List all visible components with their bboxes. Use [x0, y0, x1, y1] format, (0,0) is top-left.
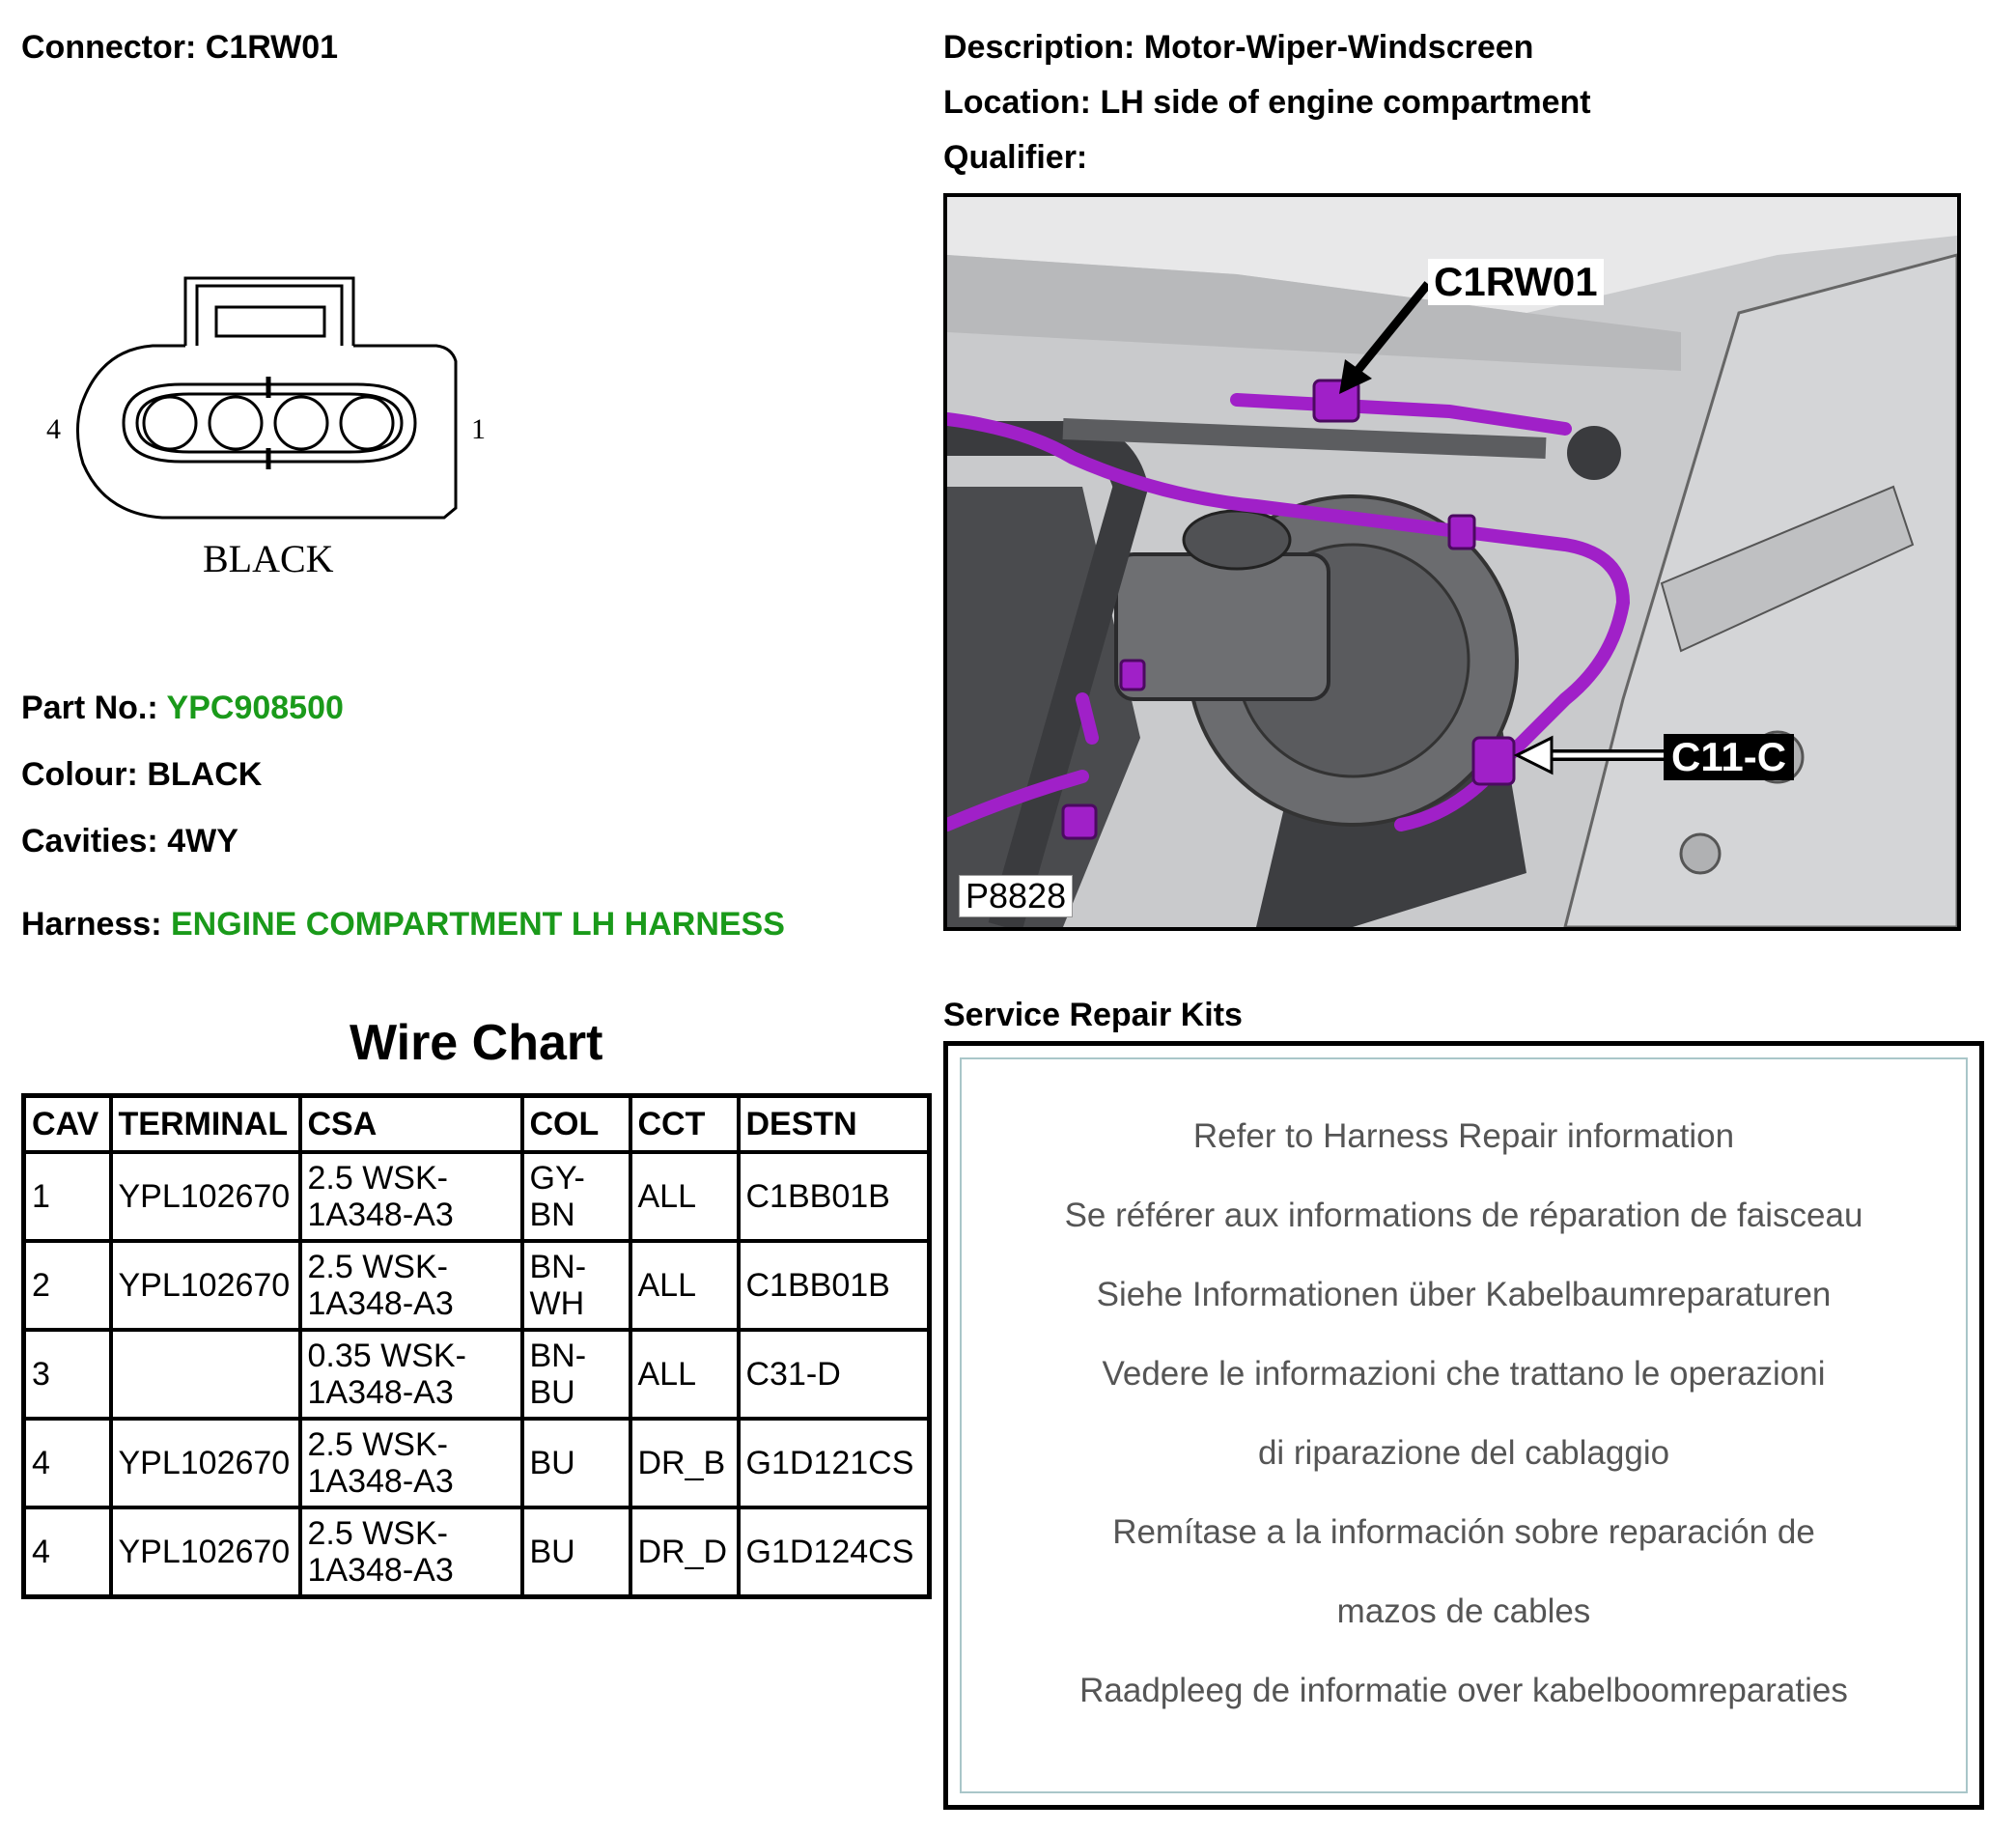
cell-cct: ALL — [630, 1241, 739, 1330]
wire-chart-header-row — [24, 1096, 930, 1153]
connector-face-drawing — [39, 261, 492, 608]
kit-line-it-1: Vedere le informazioni che trattano le operazioni — [1102, 1355, 1826, 1393]
col-line-1: BU — [529, 1445, 575, 1481]
part-no-line — [21, 690, 344, 727]
cell-col — [522, 1152, 630, 1241]
table-row — [24, 1507, 930, 1597]
location-value: LH side of engine compartment — [1100, 84, 1591, 121]
csa-line-2: 1A348-A3 — [307, 1552, 454, 1589]
cell-terminal: YPL102670 — [111, 1241, 300, 1330]
header-col: COL — [522, 1096, 630, 1153]
cell-destn: C1BB01B — [739, 1152, 930, 1241]
cavities-line — [21, 823, 238, 860]
kit-line-it-2: di riparazione del cablaggio — [1257, 1434, 1670, 1472]
description-value: Motor-Wiper-Windscreen — [1143, 29, 1534, 66]
cell-cct: DR_B — [630, 1419, 739, 1507]
csa-line-1: 2.5 WSK- — [307, 1426, 448, 1463]
cell-col — [522, 1419, 630, 1507]
cavities-label: Cavities: — [21, 823, 158, 859]
engine-bay-illustration — [947, 197, 1957, 927]
connector-face-svg — [39, 261, 492, 608]
cell-csa — [300, 1152, 522, 1241]
description-line — [943, 29, 1533, 67]
cavities-value: 4WY — [167, 823, 238, 859]
table-row — [24, 1419, 930, 1507]
csa-line-2: 1A348-A3 — [307, 1463, 454, 1500]
cell-col — [522, 1330, 630, 1419]
kit-line-fr: Se référer aux informations de réparation de faisceau — [1064, 1197, 1863, 1234]
location-photo — [943, 193, 1961, 931]
table-row — [24, 1241, 930, 1330]
photo-reference: P8828 — [959, 875, 1073, 917]
harness-label: Harness: — [21, 906, 162, 943]
kit-line-es-1: Remítase a la información sobre reparación de — [1112, 1513, 1815, 1551]
csa-line-2: 1A348-A3 — [307, 1197, 454, 1233]
harness-value[interactable]: ENGINE COMPARTMENT LH HARNESS — [170, 906, 785, 943]
cell-cct: ALL — [630, 1330, 739, 1419]
csa-line-1: 0.35 WSK- — [307, 1338, 466, 1374]
qualifier-line — [943, 139, 1087, 177]
cell-cct: ALL — [630, 1152, 739, 1241]
cell-terminal: YPL102670 — [111, 1152, 300, 1241]
cell-cct: DR_D — [630, 1507, 739, 1597]
drawing-colour-text: BLACK — [203, 537, 334, 580]
col-line-1: BU — [529, 1534, 575, 1570]
csa-line-2: 1A348-A3 — [307, 1285, 454, 1322]
connector-value: C1RW01 — [205, 29, 339, 66]
cell-col — [522, 1507, 630, 1597]
location-line — [943, 84, 1591, 122]
col-line-2: WH — [529, 1285, 585, 1322]
csa-line-1: 2.5 WSK- — [307, 1249, 448, 1285]
cell-cav: 1 — [24, 1152, 111, 1241]
colour-value: BLACK — [147, 756, 263, 793]
wire-chart-title: Wire Chart — [350, 1015, 603, 1071]
cell-terminal: YPL102670 — [111, 1507, 300, 1597]
cell-cav: 3 — [24, 1330, 111, 1419]
harness-line — [21, 906, 785, 944]
colour-label: Colour: — [21, 756, 138, 793]
table-row — [24, 1152, 930, 1241]
kit-line-de: Siehe Informationen über Kabelbaumreparaturen — [1096, 1276, 1832, 1313]
service-repair-kits-box — [943, 1041, 1984, 1810]
cell-destn: G1D121CS — [739, 1419, 930, 1507]
cell-terminal: YPL102670 — [111, 1419, 300, 1507]
callout-c11-c: C11-C — [1664, 734, 1794, 780]
cell-destn: C31-D — [739, 1330, 930, 1419]
cell-csa — [300, 1419, 522, 1507]
col-line-2: BN — [529, 1197, 575, 1233]
cell-destn: C1BB01B — [739, 1241, 930, 1330]
service-repair-kits-title: Service Repair Kits — [943, 997, 1243, 1033]
cell-terminal — [111, 1330, 300, 1419]
connector-label: Connector: — [21, 29, 197, 66]
service-repair-kits-inner — [960, 1057, 1968, 1793]
header-csa: CSA — [300, 1096, 522, 1153]
cell-cav: 4 — [24, 1419, 111, 1507]
cell-csa — [300, 1241, 522, 1330]
csa-line-2: 1A348-A3 — [307, 1374, 454, 1411]
pin-label-left: 4 — [46, 413, 61, 445]
description-label: Description: — [943, 29, 1135, 66]
colour-line — [21, 756, 262, 794]
col-line-1: BN- — [529, 1249, 587, 1285]
part-no-label: Part No.: — [21, 690, 158, 726]
col-line-2: BU — [529, 1374, 575, 1411]
wire-chart-table — [21, 1093, 932, 1599]
cell-col — [522, 1241, 630, 1330]
kit-line-en: Refer to Harness Repair information — [1192, 1117, 1735, 1155]
cell-destn: G1D124CS — [739, 1507, 930, 1597]
col-line-1: BN- — [529, 1338, 587, 1374]
header-destn: DESTN — [739, 1096, 930, 1153]
pin-label-right: 1 — [471, 413, 486, 445]
csa-line-1: 2.5 WSK- — [307, 1160, 448, 1197]
cell-csa — [300, 1330, 522, 1419]
kit-line-nl: Raadpleeg de informatie over kabelboomreparaties — [1079, 1672, 1848, 1709]
location-label: Location: — [943, 84, 1091, 121]
callout-c1rw01: C1RW01 — [1428, 259, 1604, 305]
part-no-value[interactable]: YPC908500 — [166, 690, 344, 726]
header-cav: CAV — [24, 1096, 111, 1153]
cell-csa — [300, 1507, 522, 1597]
header-terminal: TERMINAL — [111, 1096, 300, 1153]
col-line-1: GY- — [529, 1160, 585, 1197]
kit-line-es-2: mazos de cables — [1336, 1592, 1591, 1630]
cell-cav: 2 — [24, 1241, 111, 1330]
qualifier-label: Qualifier: — [943, 139, 1088, 176]
header-cct: CCT — [630, 1096, 739, 1153]
csa-line-1: 2.5 WSK- — [307, 1515, 448, 1552]
table-row — [24, 1330, 930, 1419]
cell-cav: 4 — [24, 1507, 111, 1597]
connector-line — [21, 29, 338, 67]
connector-c11-c-marker — [1473, 738, 1514, 784]
